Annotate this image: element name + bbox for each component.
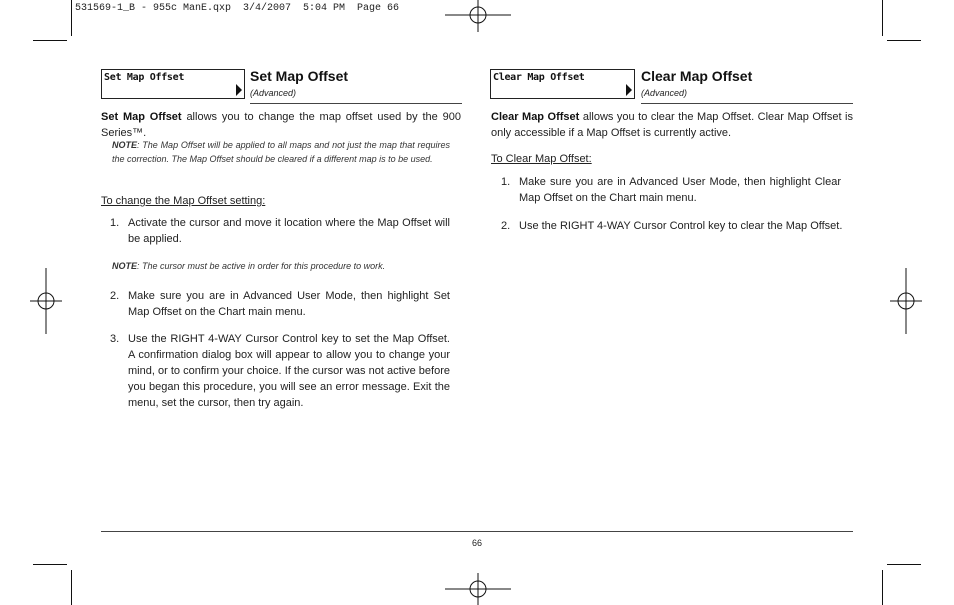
step-number: 1. xyxy=(501,176,511,188)
note-paragraph xyxy=(112,138,450,166)
intro-text: allows you to change the map offset used by the 900 Series™. xyxy=(101,111,461,139)
procedure-heading: To Clear Map Offset: xyxy=(491,153,592,165)
note-label: NOTE xyxy=(112,140,138,150)
right-arrow-icon xyxy=(236,84,242,96)
step-text: Make sure you are in Advanced User Mode, then highlight Clear Map Offset on the Chart main menu. xyxy=(519,176,841,204)
note-text: : The Map Offset will be applied to all maps and not just the map that requires the correction. The Map Offset should be cleared if a different map is to be used. xyxy=(112,140,450,164)
page-number: 66 xyxy=(472,538,483,548)
registration-mark-bottom xyxy=(445,573,511,605)
divider xyxy=(641,103,853,104)
section-title: Set Map Offset xyxy=(250,68,349,84)
right-arrow-icon xyxy=(626,84,632,96)
intro-term: Clear Map Offset xyxy=(491,111,580,123)
crop-mark xyxy=(33,564,67,565)
step-text: Use the RIGHT 4-WAY Cursor Control key to set the Map Offset. A confirmation dialog box will appear to allow you to change your mind, or to confirm your choice. If the cursor was not active before you began this procedure, you will see an error message. Exit the menu, set the cursor, then try again. xyxy=(128,333,450,409)
step-number: 1. xyxy=(110,217,120,229)
step-number: 3. xyxy=(110,333,120,345)
intro-term: Set Map Offset xyxy=(101,111,182,123)
note-paragraph xyxy=(112,259,450,273)
section-subtitle: (Advanced) xyxy=(250,88,297,98)
crop-mark xyxy=(71,570,72,605)
registration-mark-top xyxy=(445,0,511,32)
intro-text: allows you to clear the Map Offset. Clear Map Offset is only accessible if a Map Offset is currently active. xyxy=(491,111,853,139)
crop-mark xyxy=(71,0,72,36)
procedure-heading: To change the Map Offset setting: xyxy=(101,195,266,207)
footer-rule xyxy=(101,531,853,532)
clear-map-offset-menu-item xyxy=(490,69,635,99)
crop-mark xyxy=(887,564,921,565)
step-number: 2. xyxy=(110,290,120,302)
registration-mark-left xyxy=(30,268,62,334)
section-title: Clear Map Offset xyxy=(641,68,753,84)
menu-item-label: Set Map Offset xyxy=(104,72,185,83)
divider xyxy=(250,103,462,104)
set-map-offset-menu-item xyxy=(101,69,245,99)
print-slug: 531569-1_B - 955c ManE.qxp 3/4/2007 5:04 PM Page 66 xyxy=(75,3,400,14)
crop-mark xyxy=(33,40,67,41)
step-text: Use the RIGHT 4-WAY Cursor Control key to clear the Map Offset. xyxy=(519,220,843,232)
crop-mark xyxy=(882,0,883,36)
step-number: 2. xyxy=(501,220,511,232)
crop-mark xyxy=(882,570,883,605)
step-text: Make sure you are in Advanced User Mode, then highlight Set Map Offset on the Chart main menu. xyxy=(128,290,450,318)
intro-paragraph xyxy=(491,109,853,141)
registration-mark-right xyxy=(890,268,922,334)
intro-paragraph xyxy=(101,109,461,141)
crop-mark xyxy=(887,40,921,41)
note-text: : The cursor must be active in order for this procedure to work. xyxy=(137,261,386,271)
menu-item-label: Clear Map Offset xyxy=(493,72,585,83)
section-subtitle: (Advanced) xyxy=(641,88,688,98)
note-label: NOTE xyxy=(112,261,138,271)
step-text: Activate the cursor and move it location where the Map Offset will be applied. xyxy=(128,217,450,245)
